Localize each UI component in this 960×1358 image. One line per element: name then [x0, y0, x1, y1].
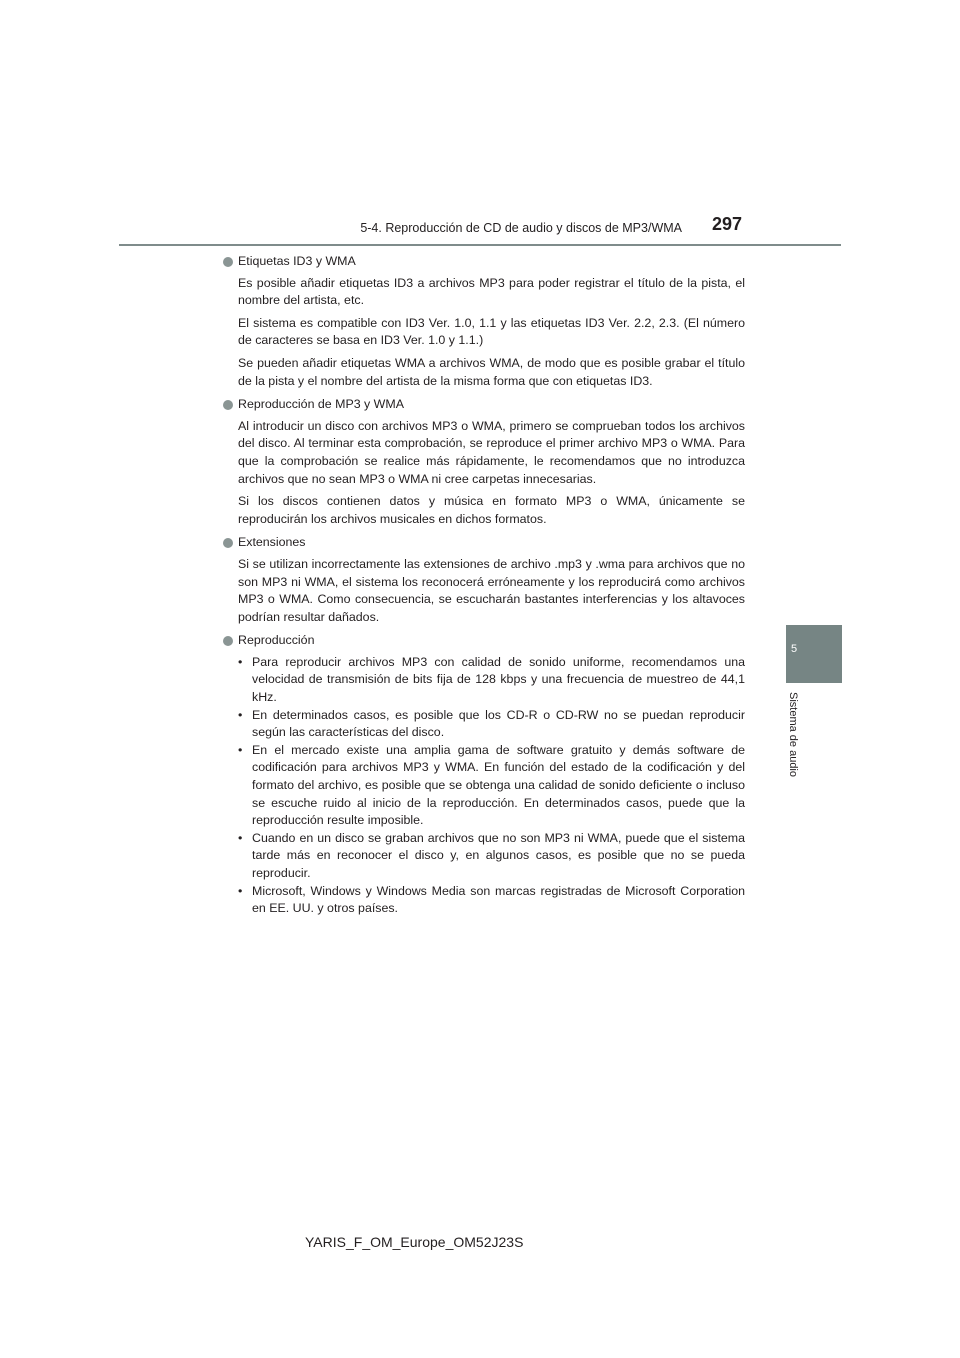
bullet-glyph: • — [238, 883, 243, 898]
list-item-text: En determinados casos, es posible que los CD-R o CD-RW no se puedan reproducir según las características del disco. — [252, 707, 745, 740]
bullet-list — [238, 654, 745, 918]
list-item-text: Para reproducir archivos MP3 con calidad de sonido uniforme, recomendamos una velocidad de transmisión de bits fija de 128 kbps y una frecuencia de muestreo de 44,1 kHz. — [252, 654, 745, 705]
page-number: 297 — [712, 214, 743, 234]
chapter-tab-label — [787, 692, 799, 792]
list-item — [238, 742, 745, 830]
section-heading-text: Reproducción — [238, 633, 315, 648]
paragraph: Es posible añadir etiquetas ID3 a archivos MP3 para poder registrar el título de la pista, el nombre del artista, etc. — [238, 275, 745, 308]
bullet-circle-icon — [223, 257, 233, 267]
bullet-glyph: • — [238, 654, 243, 669]
main-content — [222, 253, 745, 924]
section-heading — [222, 534, 745, 552]
bullet-glyph: • — [238, 742, 243, 757]
section-heading-text: Reproducción de MP3 y WMA — [238, 397, 404, 412]
paragraph: Si los discos contienen datos y música en formato MP3 o WMA, únicamente se reproducirán los archivos musicales en dichos formatos. — [238, 494, 745, 526]
bullet-circle-icon — [223, 400, 233, 410]
header-rule — [119, 244, 841, 246]
list-item — [238, 654, 745, 707]
section-playback — [222, 632, 745, 918]
section-heading-text: Extensiones — [238, 535, 306, 550]
paragraph: Si se utilizan incorrectamente las extensiones de archivo .mp3 y .wma para archivos que no son MP3 ni WMA, el sistema los reconocerá erróneamente y los reproducirá como archivos MP3 o WMA. Como consecuencia, se escucharán bastantes interferencias y los altavoces podrían resultar dañados. — [238, 556, 745, 624]
list-item-text: Microsoft, Windows y Windows Media son marcas registradas de Microsoft Corporation en EE. UU. y otros países. — [252, 883, 745, 916]
paragraph: El sistema es compatible con ID3 Ver. 1.0, 1.1 y las etiquetas ID3 Ver. 2.2, 2.3. (El número de caracteres se basa en ID3 Ver. 1.0 y 1.1.) — [238, 315, 745, 348]
footer-document-id: YARIS_F_OM_Europe_OM52J23S — [305, 1234, 524, 1250]
section-heading — [222, 253, 745, 271]
bullet-glyph: • — [238, 830, 243, 845]
bullet-circle-icon — [223, 636, 233, 646]
paragraph: Se pueden añadir etiquetas WMA a archivos WMA, de modo que es posible grabar el título de la pista y el nombre del artista de la misma forma que con etiquetas ID3. — [238, 355, 745, 388]
section-heading-text: Etiquetas ID3 y WMA — [238, 254, 356, 268]
chapter-tab-number: 5 — [790, 643, 798, 655]
section-heading — [222, 396, 745, 414]
section-id3-tags — [222, 253, 745, 390]
section-heading — [222, 632, 745, 650]
bullet-circle-icon — [223, 538, 233, 548]
list-item-text: En el mercado existe una amplia gama de software gratuito y demás software de codificación para archivos MP3 y WMA. En función del estado de la codificación y del formato del archivo, es posible que se obtenga una calidad de sonido deficiente o incluso se escuche ruido al inicio de la reproducción. En determinados casos, puede que la reproducción resulte imposible. — [252, 742, 745, 828]
header-title: 5-4. Reproducción de CD de audio y discos de MP3/WMA — [360, 221, 682, 235]
section-extensions — [222, 534, 745, 626]
list-item — [238, 830, 745, 883]
bullet-glyph: • — [238, 707, 243, 722]
section-playback-mp3-wma — [222, 396, 745, 528]
list-item — [238, 883, 745, 918]
list-item — [238, 707, 745, 742]
chapter-tab-label-text: Sistema de audio — [787, 692, 799, 777]
paragraph: Al introducir un disco con archivos MP3 o WMA, primero se comprueban todos los archivos del disco. Al terminar esta comprobación, se reproduce el primer archivo MP3 o WMA. Para que la comprobación se realice más rápidamente, le recomendamos que no introduzca archivos que no sean MP3 o WMA ni cree carpetas innecesarias. — [238, 418, 745, 486]
list-item-text: Cuando en un disco se graban archivos que no son MP3 ni WMA, puede que el sistema tarde más en reconocer el disco y, en algunos casos, es posible que no se pueda reproducir. — [252, 830, 745, 880]
